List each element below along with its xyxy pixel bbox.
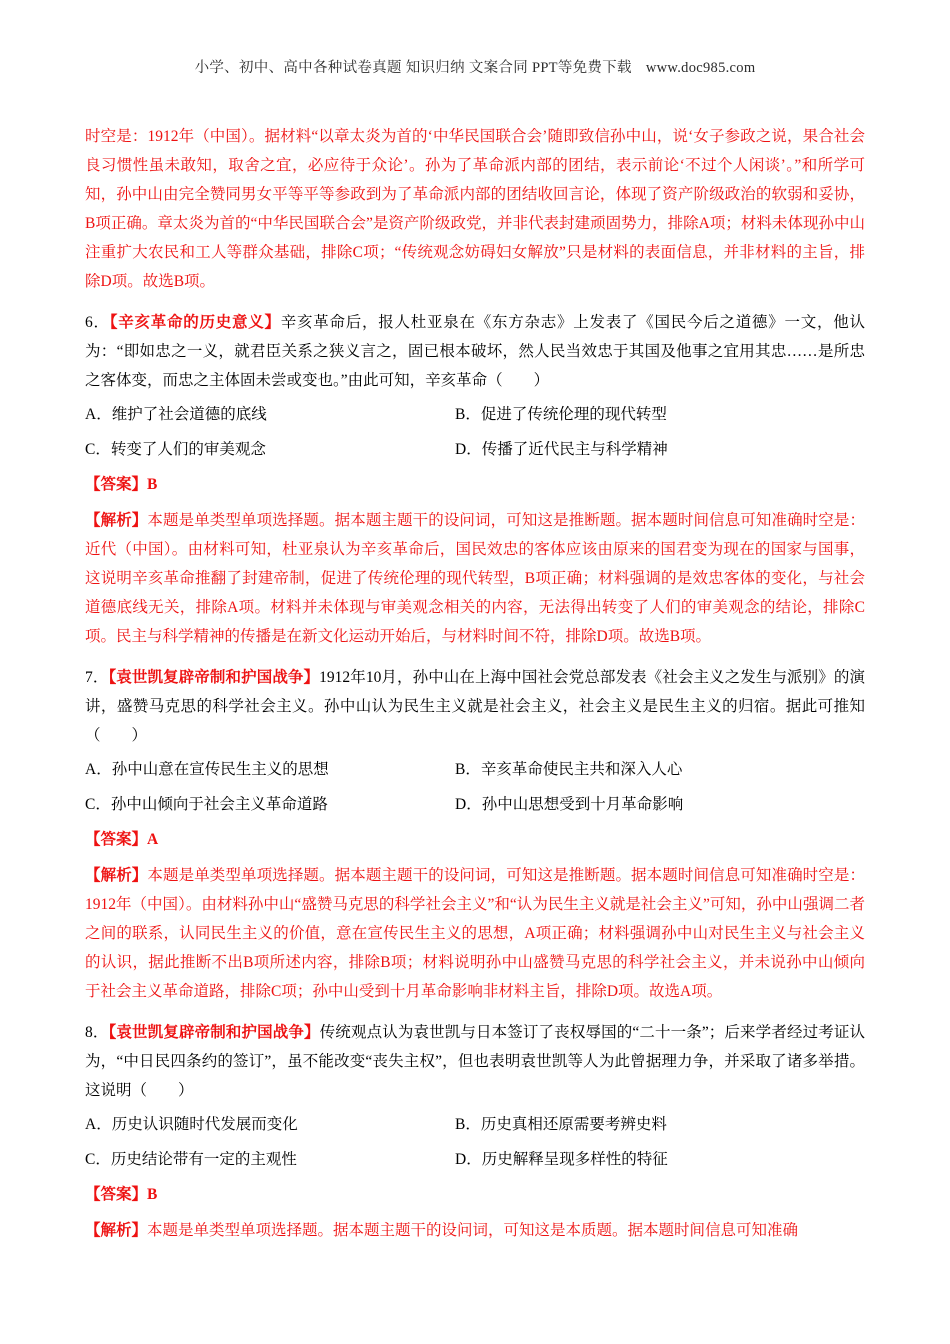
page-header [0,56,950,77]
analysis-paragraph [85,861,865,1006]
answer-label: 【答案】 [85,1186,148,1203]
question-stem-text: 传统观点认为袁世凯与日本签订了丧权辱国的“二十一条”；后来学者经过考证认为，“中日民四条约的签订”，虽不能改变“丧失主权”，但也表明袁世凯等人为此曾据理力争，并采取了诸多举措。这说明（ ） [85,1024,865,1099]
question-block-6 [85,308,865,651]
analysis-text: 本题是单类型单项选择题。据本题主题干的设问词，可知这是本质题。据本题时间信息可知准确 [147,1222,799,1239]
option-a: A．维护了社会道德的底线 [85,406,267,423]
option-row [85,755,865,784]
option-b: B．促进了传统伦理的现代转型 [455,406,667,423]
question-topic-tag: 【辛亥革命的历史意义】 [109,314,281,331]
option-a: A．历史认识随时代发展而变化 [85,1116,298,1133]
question-8-stem [85,1018,865,1105]
question-stem-text: 1912年10月，孙中山在上海中国社会党总部发表《社会主义之发生与派别》的演讲，盛赞马克思的科学社会主义。孙中山认为民生主义就是社会主义，社会主义是民生主义的归宿。据此可推知（ ） [85,669,865,744]
header-site-url[interactable]: www.doc985.com [645,60,756,76]
answer-label: 【答案】 [85,831,148,848]
option-d: D．孙中山思想受到十月革命影响 [455,796,684,813]
option-d: D．历史解释呈现多样性的特征 [455,1151,668,1168]
question-stem-text: 辛亥革命后，报人杜亚泉在《东方杂志》上发表了《国民今后之道德》一文，他认为：“即如忠之一义，就君臣关系之狭义言之，固已根本破坏，然人民当效忠于其国及他事之宜用其忠……是所忠之客体变，而忠之主体固未尝或变也。”由此可知，辛亥革命（ ） [85,314,865,389]
question-block-8 [85,1018,865,1245]
question-number: 8． [85,1024,109,1041]
option-row [85,1110,865,1139]
answer-line [85,825,865,854]
analysis-label: 【解析】 [85,867,148,884]
analysis-continuation-text: 时空是：1912年（中国）。据材料“以章太炎为首的‘中华民国联合会’随即致信孙中山，说‘女子参政之说，果合社会良习惯性虽未敢知，取舍之宜，必应待于众论’。孙为了革命派内部的团结，表示前论‘不过个人闲谈’。”和所学可知，孙中山由完全赞同男女平等平等参政到为了革命派内部的团结收回言论，体现了资产阶级政治的软弱和妥协，B项正确。章太炎为首的“中华民国联合会”是资产阶级政党，并非代表封建顽固势力，排除A项；材料未体现孙中山注重扩大农民和工人等群众基础，排除C项；“传统观念妨碍妇女解放”只是材料的表面信息，并非材料的主旨，排除D项。故选B项。 [85,128,865,290]
question-number: 7． [85,669,109,686]
analysis-label: 【解析】 [85,1222,148,1239]
option-c: C．孙中山倾向于社会主义革命道路 [85,796,328,813]
option-c: C．转变了人们的审美观念 [85,441,266,458]
option-row [85,1145,865,1174]
question-topic-tag: 【袁世凯复辟帝制和护国战争】 [108,1024,320,1041]
options-list [85,1110,865,1174]
header-site-text: 小学、初中、高中各种试卷真题 知识归纳 文案合同 PPT等免费下载 [194,60,632,76]
options-list [85,755,865,819]
option-d: D．传播了近代民主与科学精神 [455,441,668,458]
question-number: 6． [85,314,110,331]
option-row [85,400,865,429]
analysis-text: 本题是单类型单项选择题。据本题主题干的设问词，可知这是推断题。据本题时间信息可知准确时空是：1912年（中国）。由材料孙中山“盛赞马克思的科学社会主义”和“认为民生主义就是社会主义”可知，孙中山强调二者之间的联系，认同民生主义的价值，意在宣传民生主义的思想，A项正确；材料强调孙中山对民生主义与社会主义的认识，据此推断不出B项所述内容，排除B项；材料说明孙中山盛赞马克思的科学社会主义，并未说孙中山倾向于社会主义革命道路，排除C项；孙中山受到十月革命影响非材料主旨，排除D项。故选A项。 [85,867,865,1000]
option-row [85,790,865,819]
question-6-stem [85,308,865,395]
analysis-paragraph [85,506,865,651]
question-7-stem [85,663,865,750]
option-a: A．孙中山意在宣传民生主义的思想 [85,761,329,778]
option-b: B．历史真相还原需要考辨史料 [455,1116,667,1133]
option-c: C．历史结论带有一定的主观性 [85,1151,297,1168]
answer-line [85,470,865,499]
option-b: B．辛亥革命使民主共和深入人心 [455,761,683,778]
analysis-paragraph [85,1216,865,1245]
answer-value: A [147,831,159,848]
answer-line [85,1180,865,1209]
analysis-label: 【解析】 [85,512,148,529]
options-list [85,400,865,464]
analysis-text: 本题是单类型单项选择题。据本题主题干的设问词，可知这是推断题。据本题时间信息可知准确时空是：近代（中国）。由材料可知，杜亚泉认为辛亥革命后，国民效忠的客体应该由原来的国君变为现在的国家与国事，这说明辛亥革命推翻了封建帝制，促进了传统伦理的现代转型，B项正确；材料强调的是效忠客体的变化，与社会道德底线无关，排除A项。材料并未体现与审美观念相关的内容，无法得出转变了人们的审美观念的结论，排除C项。民主与科学精神的传播是在新文化运动开始后，与材料时间不符，排除D项。故选B项。 [85,512,865,645]
answer-value: B [147,476,158,493]
option-row [85,435,865,464]
answer-label: 【答案】 [85,476,148,493]
question-topic-tag: 【袁世凯复辟帝制和护国战争】 [108,669,320,686]
answer-value: B [147,1186,158,1203]
question-block-7 [85,663,865,1006]
